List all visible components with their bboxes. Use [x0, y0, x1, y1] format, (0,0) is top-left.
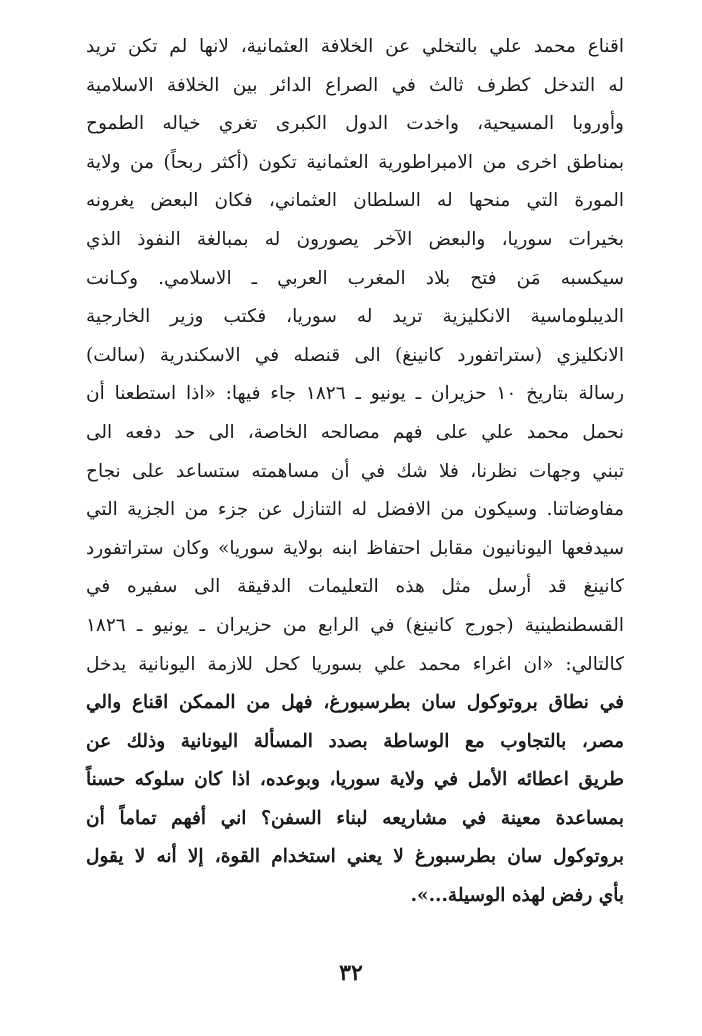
- text-line: الانكليزي (ستراتفورد كانينغ) الى قنصله في الاسكندرية (سالت): [86, 344, 624, 366]
- text-line: في نطاق بروتوكول سان بطرسبورغ، فهل من الممكن اقناع والي: [86, 692, 624, 714]
- text-line: الديبلوماسية الانكليزية تريد له سوريا، فكتب وزير الخارجية: [86, 306, 624, 328]
- text-line: تبني وجهات نظرنا، فلا شك في أن مساهمته ستساعد على نجاح: [86, 460, 624, 482]
- text-line: نحمل محمد علي على فهم مصالحه الخاصة، الى حد دفعه الى: [86, 421, 624, 443]
- text-line: كالتالي: «ان اغراء محمد علي بسوريا كحل للازمة اليونانية يدخل: [86, 653, 624, 675]
- text-line: له التدخل كطرف ثالث في الصراع الدائر بين الخلافة الاسلامية: [86, 74, 624, 96]
- text-line: بأي رفض لهذه الوسيلة...».: [410, 885, 624, 907]
- text-line: اقناع محمد علي بالتخلي عن الخلافة العثمانية، لانها لم تكن تريد: [86, 36, 624, 57]
- text-line: المورة التي منحها له السلطان العثماني، فكان البعض يغرونه: [86, 190, 624, 212]
- text-line: القسطنطينية (جورج كانينغ) في الرابع من حزيران ـ يونيو ـ ١٨٢٦: [86, 614, 624, 636]
- page-number: ٣٢: [339, 960, 363, 986]
- text-line: سيدفعها اليونانيون مقابل احتفاظ ابنه بولاية سوريا» وكان ستراتفورد: [86, 537, 624, 559]
- body-text: [86, 28, 624, 916]
- text-line: بروتوكول سان بطرسبورغ لا يعني استخدام القوة، إلا أنه لا يقول: [86, 846, 624, 868]
- text-line: مفاوضاتنا. وسيكون من الافضل له التنازل عن جزء من الجزية التي: [86, 499, 624, 521]
- text-line: رسالة بتاريخ ١٠ حزيران ـ يونيو ـ ١٨٢٦ جاء فيها: «اذا استطعنا أن: [86, 383, 624, 405]
- text-line: بخيرات سوريا، والبعض الآخر يصورون له بمبالغة النفوذ الذي: [86, 228, 624, 250]
- text-line: بمساعدة معينة في مشاريعه لبناء السفن؟ اني أفهم تماماً أن: [86, 807, 624, 829]
- text-line: مصر، بالتجاوب مع الوساطة بصدد المسألة اليونانية وذلك عن: [86, 730, 624, 752]
- text-line: كانينغ قد أرسل مثل هذه التعليمات الدقيقة الى سفيره في: [86, 576, 624, 598]
- text-line: بمناطق اخرى من الامبراطورية العثمانية تكون (أكثر ربحاً) من ولاية: [86, 151, 624, 173]
- text-line: طريق اعطائه الأمل في ولاية سوريا، وبوعده، اذا كان سلوكه حسناً: [86, 769, 624, 791]
- text-line: سيكسبه مَن فتح بلاد المغرب العربي ـ الاسلامي. وكـانت: [86, 267, 624, 289]
- text-line: وأوروبا المسيحية، واخدت الدول الكبرى تغري خياله الطموح: [86, 113, 624, 135]
